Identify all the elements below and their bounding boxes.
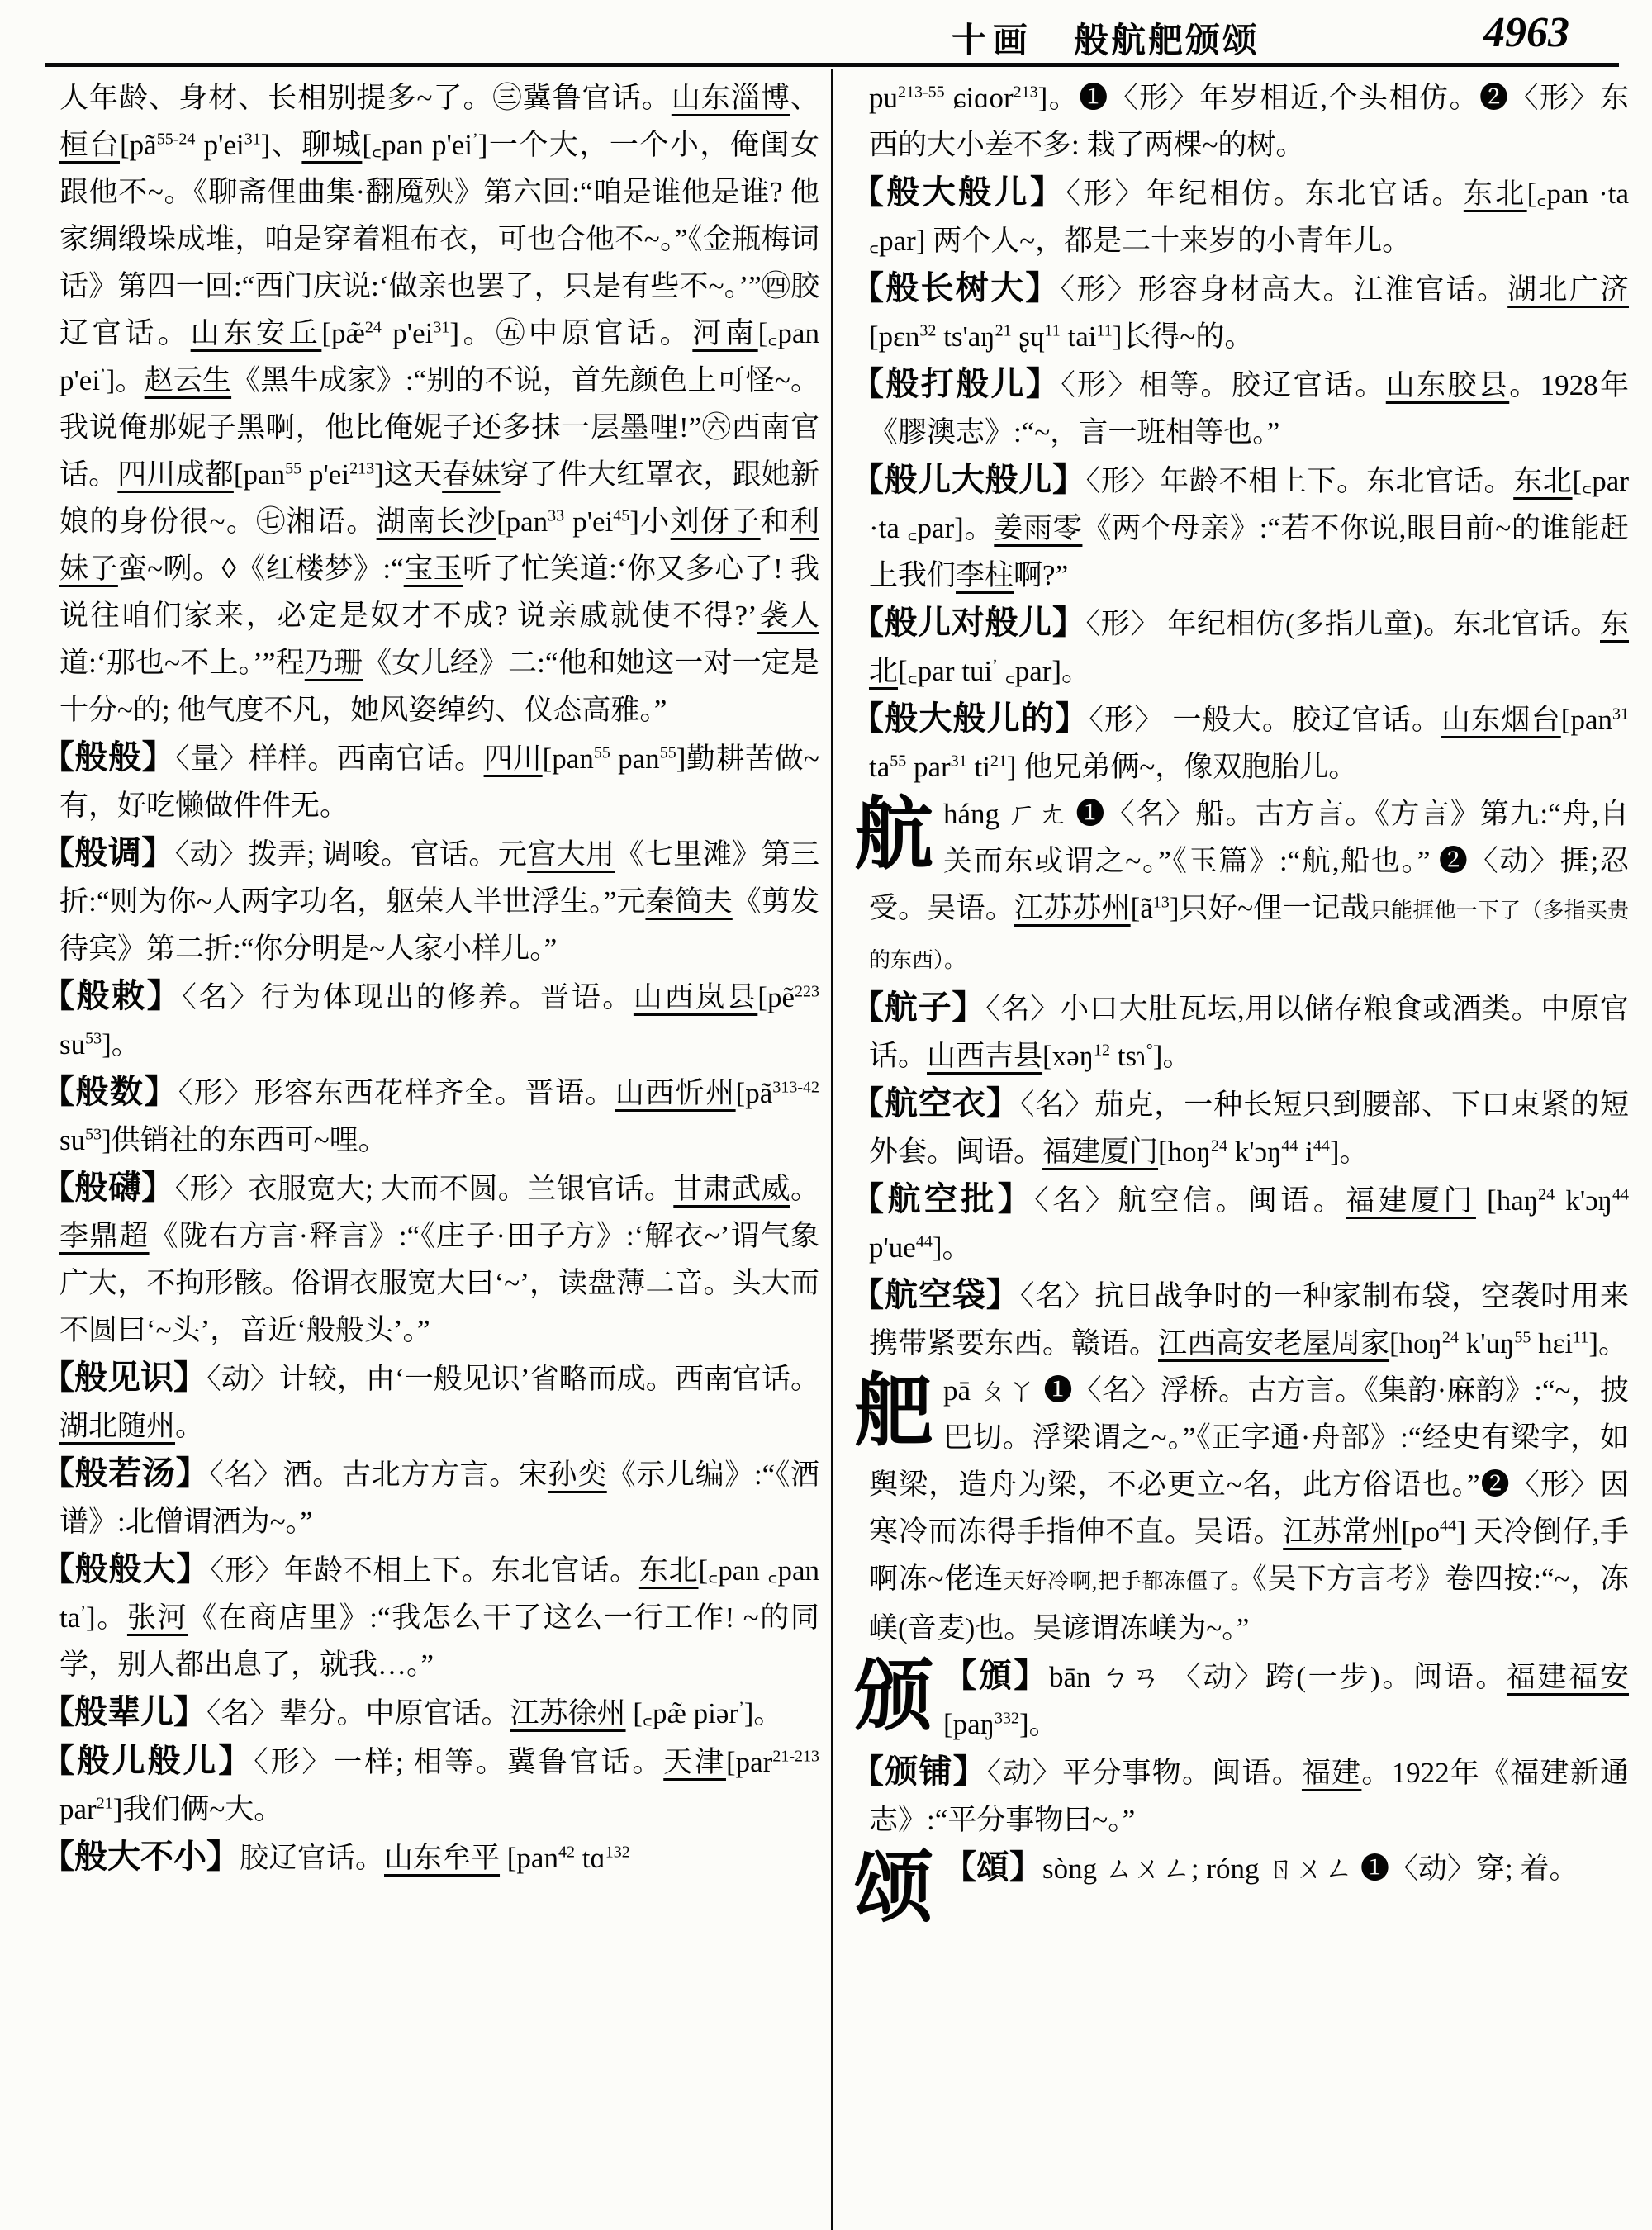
- entry-headword: 【颁铺】: [851, 1753, 987, 1790]
- text-run: [par: [725, 1746, 773, 1778]
- dict-entry: [854, 790, 1629, 984]
- proper-noun: 江苏徐州: [510, 1697, 626, 1729]
- dict-entry: [851, 1748, 1629, 1843]
- text-run: 《七里滩》第三折:“则为你~人两字功名，躯荣人半世浮生。”元: [59, 838, 819, 918]
- entry-headword: 【航空批】: [851, 1180, 1035, 1217]
- tone-superscript: 223: [795, 982, 819, 1001]
- text-run: ]供销社的东西可~哩。: [102, 1124, 387, 1156]
- tone-superscript: 21: [995, 321, 1012, 340]
- tone-superscript: 24: [1538, 1185, 1555, 1204]
- text-run: 〈形〉形容身材高大。江淮官话。: [1060, 273, 1508, 306]
- proper-noun: 山西吉县: [927, 1040, 1043, 1072]
- dict-entry: [41, 829, 819, 972]
- dict-entry: [851, 599, 1629, 695]
- text-run: ]。: [1019, 1708, 1058, 1740]
- big-headword: 颂: [854, 1843, 933, 1932]
- text-run: [hoŋ: [1158, 1136, 1211, 1168]
- text-run: ɕiɑor: [944, 82, 1014, 114]
- text-run: 《在商店里》:“我怎么干了这么一行工作! ~的同学，别人都出息了，就我…。”: [59, 1601, 819, 1681]
- text-run: ]小: [629, 505, 671, 538]
- dict-entry: [854, 1367, 1629, 1652]
- text-run: su: [59, 1124, 86, 1156]
- tone-superscript: 24: [1211, 1136, 1227, 1155]
- big-headword: 颁: [854, 1652, 933, 1740]
- tone-superscript: 11: [1096, 321, 1113, 340]
- text-run: 。1922年《福建新通志》:“平分事物曰~。”: [869, 1757, 1629, 1836]
- text-run: 〈名〉小口大肚瓦坛,用以储存粮食或酒类。中原官话。: [869, 993, 1629, 1072]
- text-run: 〈量〉样样。西南官话。: [175, 743, 484, 775]
- text-run: 。: [790, 1173, 819, 1205]
- tone-superscript: 55-24: [156, 130, 196, 149]
- text-run: 〈形〉相等。胶辽官话。: [1061, 369, 1386, 401]
- proper-noun: 赵云生: [144, 364, 232, 396]
- dict-continuation: [59, 74, 819, 733]
- proper-noun: 河南: [692, 317, 758, 349]
- dict-entry: [41, 733, 819, 829]
- big-headword: 舥: [854, 1367, 933, 1455]
- text-run: sòng ㄙㄨㄥ; róng ㄖㄨㄥ ❶〈动〉穿; 着。: [1042, 1853, 1578, 1885]
- tone-superscript: 31: [950, 752, 967, 771]
- text-run: ]。: [1588, 1327, 1627, 1359]
- text-run: 《剪发待宾》第二折:“你分明是~人家小样儿。”: [59, 885, 819, 965]
- text-run: ts'aŋ: [936, 320, 995, 353]
- text-run: hɛi: [1531, 1327, 1574, 1359]
- left-column: [41, 74, 819, 2230]
- proper-noun: 山东烟台: [1441, 704, 1561, 736]
- entry-headword: 【般大般儿的】: [851, 700, 1089, 737]
- dict-entry: [854, 1843, 1629, 1932]
- text-run: ]。: [105, 364, 145, 396]
- proper-noun: 李柱: [956, 559, 1014, 591]
- entry-headword: 【般敕】: [41, 977, 183, 1014]
- text-run: 〈动〉平分事物。闽语。: [986, 1757, 1302, 1789]
- entry-headword: 【般打般儿】: [851, 365, 1061, 402]
- text-run: tsɿ: [1110, 1040, 1146, 1072]
- text-run: ]勤耕苦做~有，好吃懒做件件无。: [59, 743, 819, 822]
- text-run: 。: [175, 1410, 205, 1442]
- proper-noun: 江苏常州: [1283, 1516, 1402, 1548]
- proper-noun: 湖北广济: [1507, 273, 1629, 306]
- text-run: 《吴下方言考》卷四按:“~，冻嵄(音麦)也。吴谚谓冻嵄为~。”: [869, 1563, 1629, 1644]
- text-run: [xəŋ: [1042, 1040, 1094, 1072]
- text-run: p'ei: [195, 129, 244, 161]
- proper-noun: 刘伢子: [670, 505, 761, 538]
- text-run: pā ㄆㄚ ❶〈名〉浮桥。古方言。《集韵·麻韵》:“~，披巴切。浮梁谓之~。”《正字通·舟部》:“经史有梁字，如舆梁，造舟为梁，不必更立~名，此方俗语也。”❷〈形〉因寒冷而冻得手指伸不直。吴语。: [869, 1374, 1629, 1548]
- proper-noun: 春妹: [442, 458, 501, 491]
- entry-headword: 【般若汤】: [41, 1454, 210, 1492]
- text-run: 〈动〉计较，由‘一般见识’省略而成。西南官话。: [206, 1363, 819, 1395]
- text-run: p'ei: [381, 317, 434, 349]
- text-run: ʂɥ: [1011, 320, 1045, 353]
- entry-headword: 【般调】: [41, 834, 175, 871]
- tone-superscript: 24: [1442, 1328, 1459, 1347]
- proper-noun: 东北: [869, 608, 1629, 687]
- text-run: ]长得~的。: [1112, 320, 1254, 353]
- text-run: [pæ̃: [321, 317, 365, 349]
- gloss-small-text: 只能捱他一下了（多指买贵的东西）。: [869, 899, 1629, 972]
- text-run: 〈形〉形容东西花样齐全。晋语。: [178, 1077, 615, 1109]
- text-run: bān ㄅㄢ 〈动〉跨(一步)。闽语。: [1049, 1661, 1507, 1693]
- text-run: 穿了件大红罩衣，跟她新娘的身份很~。㊆湘语。: [59, 458, 819, 538]
- text-run: [ã: [1130, 892, 1153, 924]
- dict-continuation: [869, 74, 1629, 168]
- tone-superscript: 132: [605, 1843, 630, 1862]
- tone-superscript: 55: [593, 743, 610, 762]
- text-run: ti: [966, 751, 990, 783]
- header-section-label: 十画: [952, 22, 1035, 60]
- proper-noun: 福建: [1301, 1757, 1362, 1789]
- dict-entry: [41, 1737, 819, 1833]
- tone-superscript: 21-213: [772, 1747, 819, 1766]
- dict-entry: [851, 1079, 1629, 1175]
- text-run: ]。❶〈形〉年岁相近,个头相仿。❷〈形〉东西的大小差不多: 栽了两棵~的树。: [869, 82, 1629, 161]
- text-run: k'ɔŋ: [1555, 1184, 1612, 1217]
- text-run: 听了忙笑道:‘你又多心了! 我说往咱们家来，必定是奴才不成? 说亲戚就使不得?’: [59, 553, 819, 632]
- text-run: ꜀par]。: [997, 655, 1091, 687]
- text-run: [po: [1401, 1516, 1441, 1548]
- proper-noun: 山西岚县: [633, 981, 758, 1013]
- text-run: [pan: [1560, 704, 1612, 736]
- text-run: ]。㊄中原官话。: [449, 317, 693, 349]
- tone-superscript: 31: [433, 318, 450, 337]
- tone-superscript: 11: [1044, 321, 1061, 340]
- text-run: 蛮~咧。◊《红楼梦》:“: [117, 553, 404, 585]
- text-run: [꜀pæ̃ piər: [625, 1697, 739, 1729]
- text-run: k'ɔŋ: [1227, 1136, 1282, 1168]
- text-run: 〈动〉拨弄; 调唆。官话。元: [174, 838, 528, 871]
- text-run: 〈形〉 一般大。胶辽官话。: [1089, 704, 1442, 736]
- proper-noun: 张河: [126, 1601, 188, 1634]
- right-column: [851, 74, 1629, 2230]
- proper-noun: 江苏苏州: [1014, 892, 1131, 924]
- text-run: [꜀pan p'ei: [59, 317, 819, 396]
- entry-headword: 【頌】: [943, 1848, 1042, 1886]
- text-run: 《女儿经》二:“他和她这一对一定是十分~的; 他气度不凡，她风姿绰约、仪态高雅。”: [59, 647, 819, 726]
- tone-superscript: 42: [558, 1843, 575, 1862]
- entry-headword: 【般大不小】: [41, 1838, 240, 1875]
- tone-superscript: 21: [96, 1794, 113, 1813]
- proper-noun: 四川: [483, 743, 543, 775]
- tone-superscript: 55: [1514, 1328, 1531, 1347]
- entry-headword: 【般辈儿】: [41, 1693, 206, 1730]
- tone-superscript: 53: [85, 1029, 102, 1048]
- text-run: 《示儿编》:“《酒谱》:北僧谓酒为~。”: [59, 1459, 819, 1538]
- text-run: par: [906, 751, 951, 783]
- dict-entry: [41, 1688, 819, 1737]
- dict-entry: [41, 972, 819, 1068]
- text-run: ]只好~俚一记哉: [1169, 892, 1370, 924]
- proper-noun: 山西忻州: [615, 1077, 736, 1109]
- proper-noun: 聊城: [301, 129, 363, 161]
- dict-entry: [41, 1068, 819, 1164]
- dict-entry: [851, 360, 1629, 456]
- text-run: [pã: [120, 129, 157, 161]
- dict-entry: [851, 1175, 1629, 1271]
- tone-superscript: 32: [919, 321, 937, 340]
- proper-noun: 山东安丘: [190, 317, 322, 349]
- tone-superscript: 55: [890, 752, 907, 771]
- tone-superscript: 21: [990, 752, 1007, 771]
- text-run: 啊?”: [1014, 559, 1069, 591]
- entry-headword: 【航空衣】: [851, 1084, 1020, 1122]
- proper-noun: 甘肃武威: [673, 1173, 790, 1205]
- dict-entry: [851, 456, 1629, 599]
- proper-noun: 袭人: [757, 600, 819, 632]
- entry-headword: 【般见识】: [41, 1359, 207, 1396]
- tone-superscript: 44: [1313, 1136, 1330, 1155]
- text-run: 〈名〉酒。古北方方言。宋: [209, 1459, 548, 1491]
- tone-superscript: 44: [1440, 1516, 1457, 1535]
- text-run: 人年龄、身材、长相别提多~了。㊂冀鲁官话。: [59, 82, 672, 114]
- dict-entry: [41, 1833, 819, 1881]
- text-run: p'ei: [301, 458, 350, 491]
- text-run: 〈形〉年龄不相上下。东北官话。: [210, 1554, 639, 1587]
- text-run: [꜀pan ·ta ꜀par] 两个人~，都是二十来岁的小青年儿。: [869, 178, 1629, 257]
- dict-entry: [851, 1271, 1629, 1367]
- text-run: [pan: [500, 1842, 558, 1874]
- proper-noun: 秦简夫: [645, 885, 733, 918]
- text-run: ]。: [85, 1601, 127, 1634]
- text-run: tai: [1060, 320, 1097, 353]
- text-run: ]。: [1329, 1136, 1369, 1168]
- dict-entry: [41, 1164, 819, 1354]
- text-run: ]、: [260, 129, 302, 161]
- tone-superscript: 213: [349, 459, 375, 478]
- entry-headword: 【航子】: [851, 989, 986, 1026]
- text-run: par: [59, 1793, 97, 1825]
- tone-superscript: ’: [992, 656, 998, 675]
- tone-superscript: 53: [85, 1125, 102, 1144]
- text-run: háng ㄏㄤ ❶〈名〉船。古方言。《方言》第九:“舟,自关而东或谓之~。”《玉篇》:“航,船也。” ❷〈动〉捱;忍受。吴语。: [869, 798, 1629, 924]
- proper-noun: 宫大用: [527, 838, 615, 871]
- text-run: 〈名〉行为体现出的修养。晋语。: [182, 981, 634, 1013]
- text-run: 〈形〉衣服宽大; 大而不圆。兰银官话。: [174, 1173, 674, 1205]
- tone-superscript: 12: [1094, 1041, 1111, 1060]
- text-run: k'uŋ: [1459, 1327, 1515, 1359]
- text-run: ]。: [102, 1028, 140, 1060]
- proper-noun: 乃珊: [304, 647, 363, 679]
- tone-superscript: °: [1146, 1041, 1153, 1060]
- proper-noun: 湖北随州: [59, 1410, 176, 1442]
- text-run: ]。: [743, 1697, 783, 1729]
- text-run: 〈形〉一样; 相等。冀鲁官话。: [254, 1746, 664, 1778]
- text-run: ] 他兄弟俩~，像双胞胎儿。: [1006, 751, 1358, 783]
- header-page-number: 4963: [1483, 9, 1569, 56]
- text-run: pu: [869, 82, 898, 114]
- dict-entry: [41, 1354, 819, 1450]
- text-run: [pã: [735, 1077, 773, 1109]
- proper-noun: 利妹子: [59, 505, 819, 585]
- text-run: p'ei: [564, 505, 614, 538]
- proper-noun: 四川成都: [117, 458, 234, 491]
- text-run: ]这天: [374, 458, 443, 491]
- text-run: 〈名〉抗日战争时的一种家制布袋，空袭时用来携带紧要东西。赣语。: [869, 1280, 1629, 1359]
- text-run: [pan: [496, 505, 548, 538]
- column-divider: [831, 69, 833, 2230]
- text-run: 〈名〉辈分。中原官话。: [206, 1697, 510, 1729]
- text-run: p'ue: [869, 1231, 916, 1264]
- proper-noun: 福建厦门: [1346, 1184, 1476, 1217]
- text-run: 〈形〉年龄不相上下。东北官话。: [1085, 465, 1514, 497]
- tone-superscript: 213: [1013, 83, 1038, 102]
- proper-noun: 天津: [663, 1746, 726, 1778]
- tone-superscript: 55: [285, 459, 302, 478]
- text-run: 。1928年《膠澳志》:“~，言一班相等也。”: [869, 369, 1629, 448]
- text-run: su: [59, 1028, 86, 1060]
- proper-noun: 山东淄博: [671, 82, 790, 114]
- text-run: [hoŋ: [1389, 1327, 1442, 1359]
- proper-noun: 东北: [638, 1554, 699, 1587]
- entry-headword: 【般数】: [41, 1073, 178, 1110]
- dict-entry: [41, 1450, 819, 1545]
- tone-superscript: 44: [915, 1232, 933, 1251]
- dict-entry: [851, 984, 1629, 1079]
- text-run: 《黑牛成家》:“别的不说，首先颜色上可怪~。我说俺那妮子黑啊，他比俺妮子还多抹一层墨哩!”㊅西南官话。: [59, 364, 819, 491]
- entry-headword: 【般大般儿】: [851, 173, 1066, 211]
- entry-headword: 【般儿大般儿】: [851, 461, 1086, 498]
- tone-superscript: 44: [1281, 1136, 1298, 1155]
- text-run: pan: [610, 743, 660, 775]
- text-run: 和: [760, 505, 790, 538]
- entry-headword: 【航空袋】: [851, 1276, 1020, 1313]
- text-run: ] 天冷倒仔,手啊冻~佬连: [869, 1516, 1629, 1595]
- text-run: [pan: [233, 458, 286, 491]
- text-run: ]。: [1152, 1040, 1192, 1072]
- entry-headword: 【般儿对般儿】: [851, 604, 1086, 641]
- entry-headword: 【般般】: [41, 738, 176, 776]
- tone-superscript: ’: [472, 130, 478, 149]
- proper-noun: 桓台: [59, 129, 121, 161]
- dict-entry: [854, 1652, 1629, 1748]
- text-run: 〈名〉航空信。闽语。: [1034, 1184, 1346, 1217]
- header-rule: [45, 63, 1619, 67]
- entry-headword: 【般礴】: [41, 1169, 175, 1206]
- tone-superscript: 313-42: [772, 1078, 819, 1097]
- text-run: ta: [869, 751, 890, 783]
- proper-noun: 宝玉: [403, 553, 463, 585]
- proper-noun: 李鼎超: [59, 1220, 150, 1252]
- entry-headword: 【般般大】: [41, 1550, 211, 1587]
- tone-superscript: 33: [548, 506, 565, 525]
- tone-superscript: 332: [995, 1709, 1020, 1728]
- text-run: i: [1298, 1136, 1313, 1168]
- dict-entry: [851, 264, 1629, 360]
- proper-noun: 湖南长沙: [376, 505, 496, 538]
- proper-noun: 东北: [1513, 465, 1573, 497]
- tone-superscript: ’: [738, 1698, 744, 1717]
- dict-entry: [851, 695, 1629, 790]
- proper-noun: 东北: [1463, 178, 1527, 210]
- dict-entry: [41, 1545, 819, 1688]
- text-run: 、: [790, 82, 819, 114]
- tone-superscript: ’: [80, 1602, 86, 1621]
- text-run: 《两个母亲》:“若不你说,眼目前~的谁能赶上我们: [869, 512, 1629, 591]
- entry-headword: 【般儿般儿】: [41, 1742, 254, 1779]
- header-headword-index: 般航舥颁颂: [1074, 22, 1260, 60]
- text-run: 《陇右方言·释言》:“《庄子·田子方》:‘解衣~’谓气象广大，不拘形骸。俗谓衣服宽大曰‘~’，读盘薄二音。头大而不圆曰‘~头’，音近‘般般头’。”: [59, 1220, 819, 1346]
- text-run: ]我们俩~大。: [112, 1793, 283, 1825]
- tone-superscript: 13: [1152, 893, 1170, 912]
- text-run: [꜀pan p'ei: [362, 129, 473, 161]
- tone-superscript: 213-55: [898, 83, 945, 102]
- text-run: [pan: [542, 743, 594, 775]
- tone-superscript: 55: [659, 743, 676, 762]
- text-run: 道:‘那也~不上。’”程: [59, 647, 305, 679]
- text-run: [haŋ: [1475, 1184, 1539, 1217]
- entry-headword: 【頒】: [943, 1657, 1049, 1694]
- text-run: [꜀par tui: [898, 655, 993, 687]
- text-run: tɑ: [574, 1842, 605, 1874]
- text-run: [pẽ: [757, 981, 795, 1013]
- proper-noun: 福建厦门: [1042, 1136, 1159, 1168]
- text-run: [pɛn: [869, 320, 920, 353]
- proper-noun: 福建福安: [1506, 1661, 1629, 1693]
- tone-superscript: 24: [364, 318, 382, 337]
- text-run: [꜀pan ꜀pan ta: [59, 1554, 819, 1634]
- proper-noun: 江西高安老屋周家: [1158, 1327, 1390, 1359]
- text-run: [꜀par ·ta ꜀par]。: [869, 465, 1629, 544]
- tone-superscript: 11: [1573, 1328, 1589, 1347]
- entry-headword: 【般长树大】: [851, 269, 1061, 306]
- proper-noun: 姜雨零: [994, 512, 1083, 544]
- tone-superscript: 45: [613, 506, 630, 525]
- proper-noun: 山东牟平: [384, 1842, 501, 1874]
- big-headword: 航: [854, 790, 933, 879]
- dict-entry: [851, 168, 1629, 264]
- text-run: 〈名〉茄克，一种长短只到腰部、下口束紧的短外套。闽语。: [869, 1089, 1629, 1168]
- text-run: 胶辽官话。: [240, 1842, 385, 1874]
- gloss-small-text: 天好冷啊,把手都冻僵了。: [1003, 1569, 1253, 1593]
- text-run: [paŋ: [943, 1708, 995, 1740]
- text-run: 〈形〉 年纪相仿(多指儿童)。东北官话。: [1085, 608, 1600, 640]
- text-run: ]一个大，一个小，俺闺女跟他不~。《聊斋俚曲集·翻魇殃》第六回:“咱是谁他是谁? 他家绸缎垛成堆，咱是穿着粗布衣，可也合他不~。”《金瓶梅词话》第四一回:“西门庆说:‘做亲也罢了，只是有些不~。’”㊃胶辽官话。: [59, 129, 819, 349]
- tone-superscript: 44: [1612, 1185, 1629, 1204]
- tone-superscript: 31: [244, 130, 261, 149]
- text-run: ]。: [932, 1231, 971, 1264]
- tone-superscript: 31: [1612, 705, 1629, 724]
- proper-noun: 山东胶县: [1385, 369, 1510, 401]
- proper-noun: 孙奕: [548, 1459, 607, 1491]
- tone-superscript: ’: [100, 365, 106, 384]
- text-run: 〈形〉年纪相仿。东北官话。: [1066, 178, 1464, 210]
